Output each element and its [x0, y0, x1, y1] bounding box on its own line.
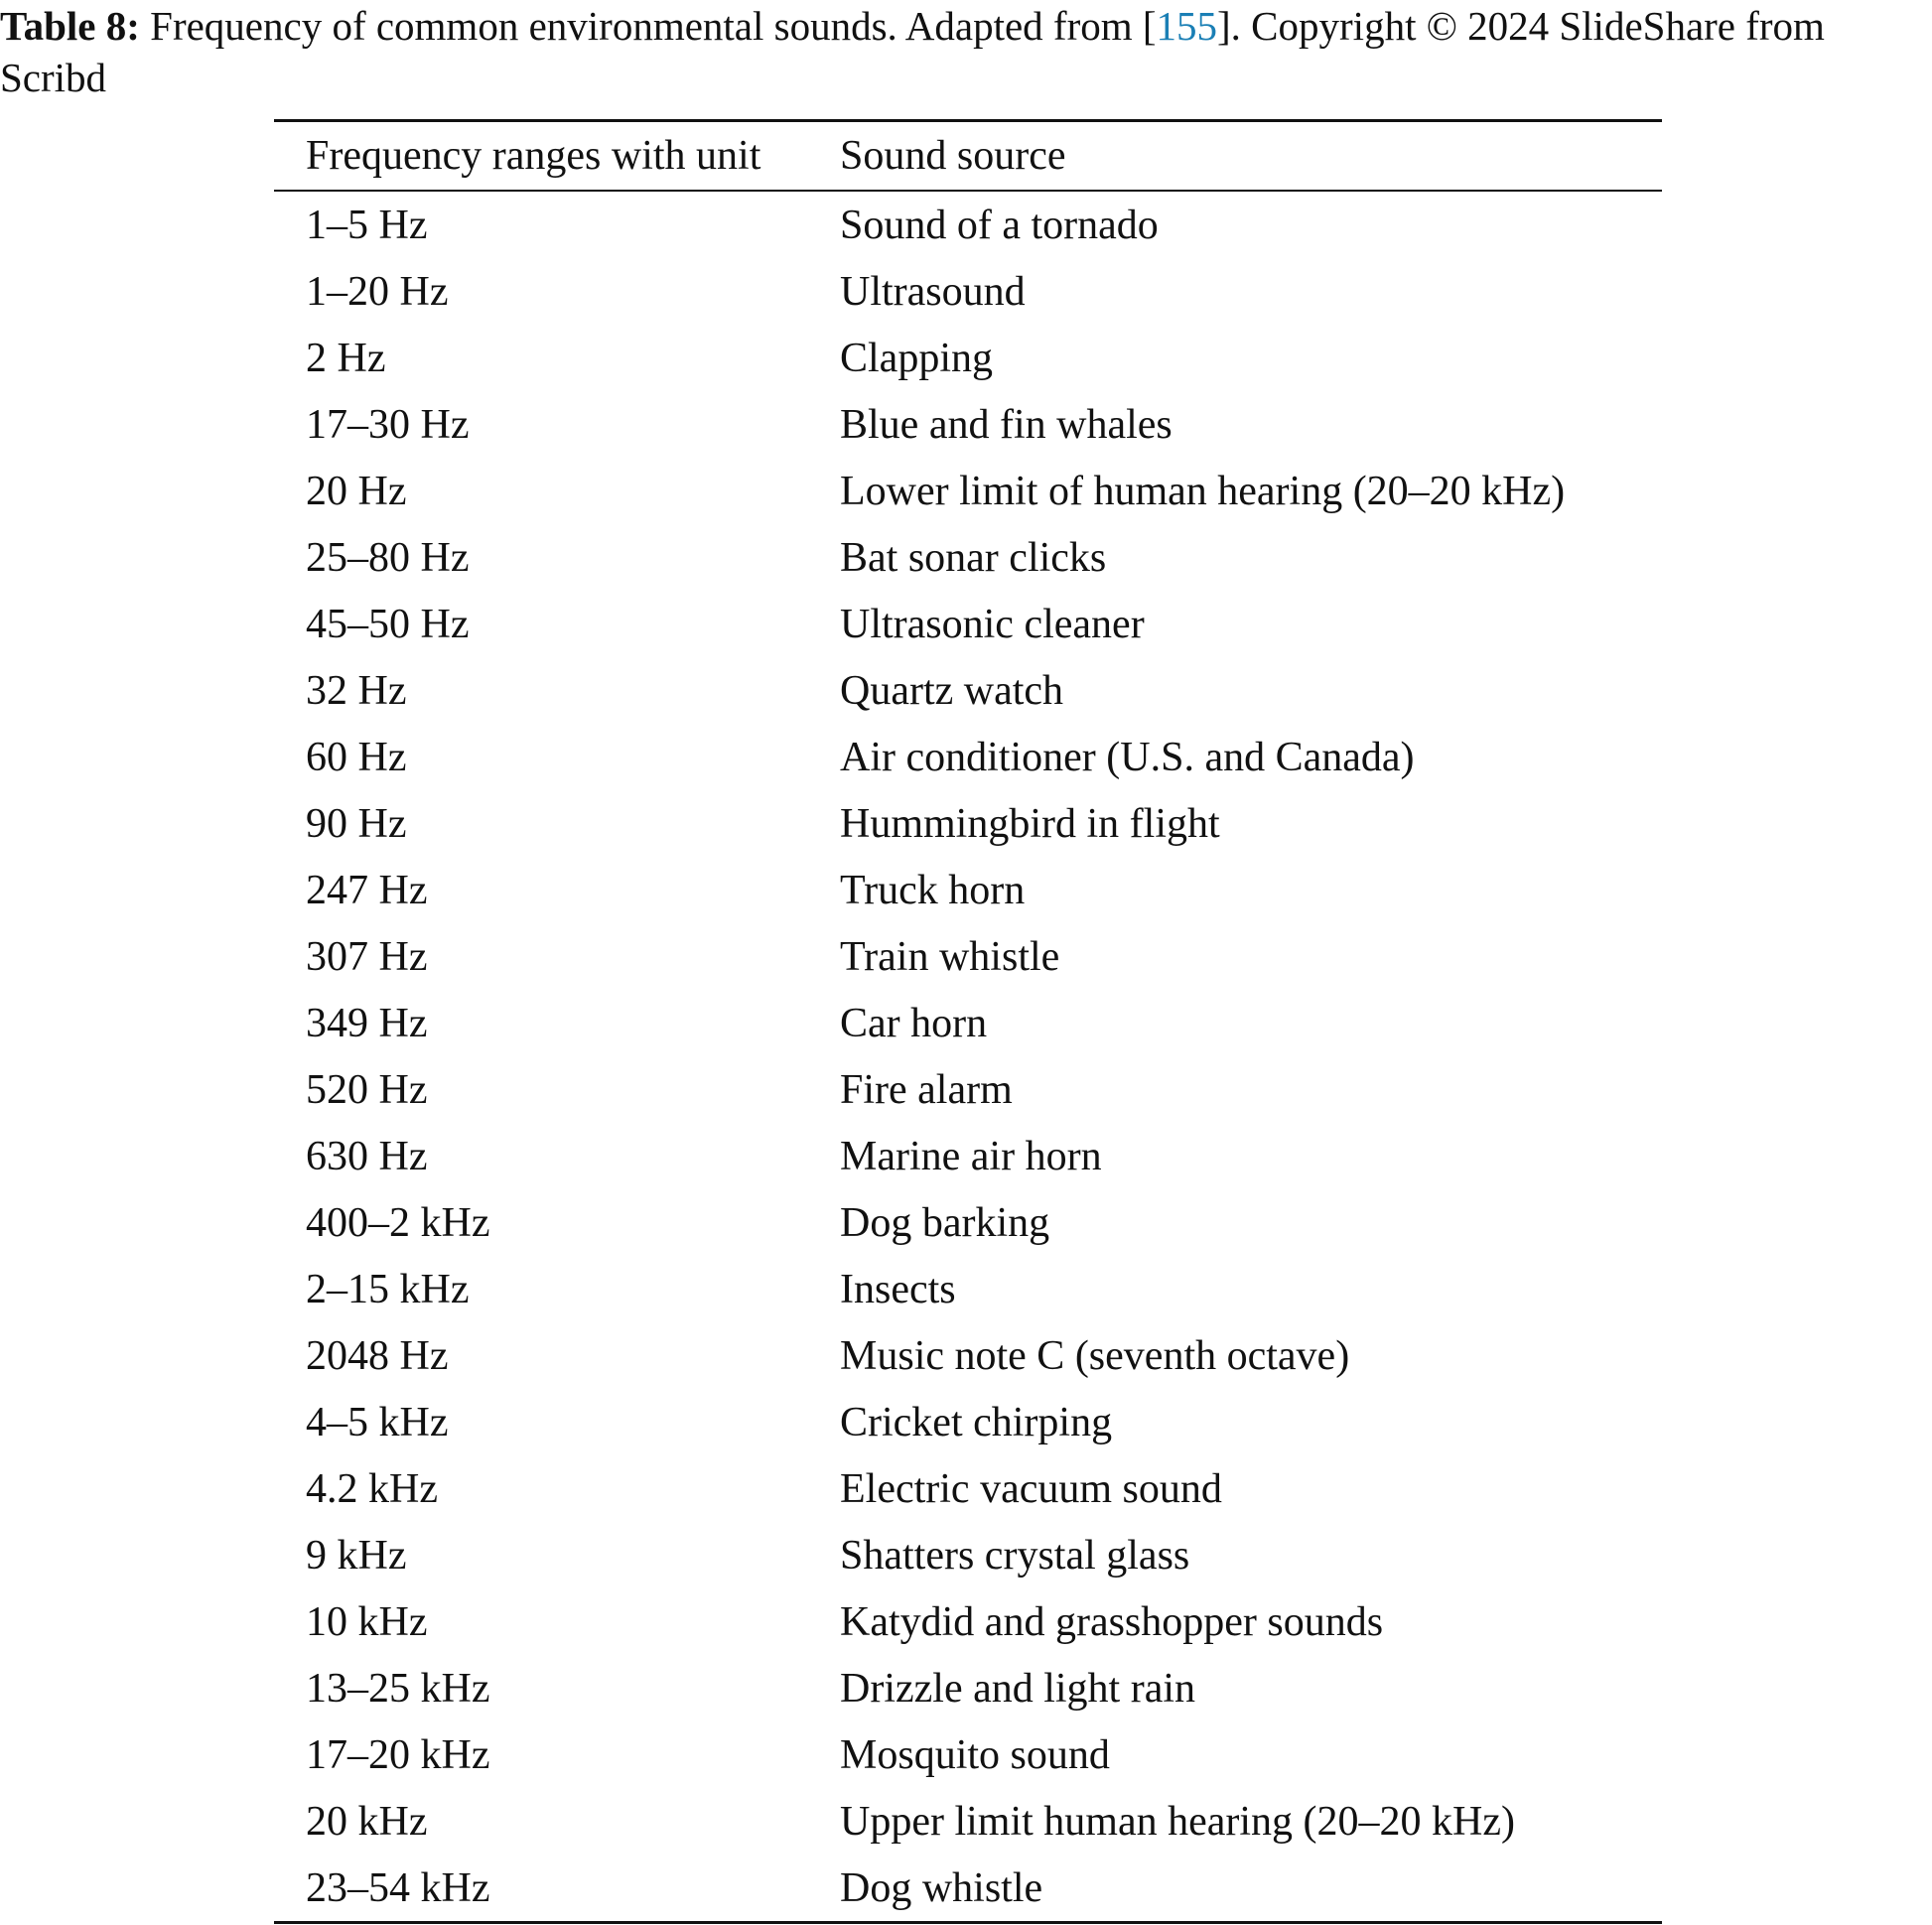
table-header-row: [274, 121, 1662, 192]
sound-source-cell: Hummingbird in flight: [840, 800, 1220, 847]
column-header-frequency: Frequency ranges with unit: [306, 133, 761, 179]
table-row: [274, 857, 1662, 923]
reference-link[interactable]: 155: [1156, 3, 1218, 49]
table-row: [274, 724, 1662, 790]
table-row: [274, 1855, 1662, 1923]
table-row: [274, 990, 1662, 1056]
frequency-cell: 2 Hz: [306, 335, 386, 381]
table-row: [274, 191, 1662, 258]
frequency-cell: 25–80 Hz: [306, 534, 470, 581]
table-row: [274, 258, 1662, 325]
sound-source-cell: Blue and fin whales: [840, 401, 1173, 448]
sound-source-cell: Music note C (seventh octave): [840, 1332, 1350, 1379]
frequency-cell: 349 Hz: [306, 1000, 428, 1046]
frequency-cell: 13–25 kHz: [306, 1665, 490, 1712]
frequency-cell: 630 Hz: [306, 1133, 428, 1179]
frequency-cell: 32 Hz: [306, 667, 407, 714]
frequency-table-container: [274, 119, 1662, 1924]
caption-text: Frequency of common environmental sounds. Adapted from [: [139, 3, 1157, 49]
frequency-cell: 1–20 Hz: [306, 268, 449, 315]
table-row: [274, 1588, 1662, 1655]
frequency-cell: 17–20 kHz: [306, 1731, 490, 1778]
frequency-cell: 307 Hz: [306, 933, 428, 980]
frequency-cell: 1–5 Hz: [306, 202, 428, 248]
table-row: [274, 1322, 1662, 1389]
sound-source-cell: Ultrasound: [840, 268, 1026, 315]
table-row: [274, 1056, 1662, 1123]
sound-source-cell: Upper limit human hearing (20–20 kHz): [840, 1798, 1515, 1845]
table-row: [274, 1655, 1662, 1721]
sound-source-cell: Dog barking: [840, 1199, 1050, 1246]
table-row: [274, 1189, 1662, 1256]
table-caption: [0, 0, 1932, 103]
frequency-cell: 4.2 kHz: [306, 1465, 438, 1512]
sound-source-cell: Clapping: [840, 335, 993, 381]
sound-source-cell: Mosquito sound: [840, 1731, 1110, 1778]
sound-source-cell: Air conditioner (U.S. and Canada): [840, 734, 1415, 780]
sound-source-cell: Car horn: [840, 1000, 988, 1046]
sound-source-cell: Electric vacuum sound: [840, 1465, 1222, 1512]
frequency-cell: 2048 Hz: [306, 1332, 449, 1379]
frequency-cell: 17–30 Hz: [306, 401, 470, 448]
sound-source-cell: Sound of a tornado: [840, 202, 1159, 248]
sound-source-cell: Quartz watch: [840, 667, 1064, 714]
table-row: [274, 790, 1662, 857]
sound-source-cell: Dog whistle: [840, 1864, 1043, 1911]
table-row: [274, 1389, 1662, 1455]
sound-source-cell: Katydid and grasshopper sounds: [840, 1598, 1384, 1645]
frequency-cell: 90 Hz: [306, 800, 407, 847]
table-row: [274, 657, 1662, 724]
frequency-cell: 20 kHz: [306, 1798, 428, 1845]
sound-source-cell: Marine air horn: [840, 1133, 1102, 1179]
sound-source-cell: Fire alarm: [840, 1066, 1013, 1113]
sound-source-cell: Train whistle: [840, 933, 1060, 980]
frequency-cell: 9 kHz: [306, 1532, 407, 1579]
table-row: [274, 325, 1662, 391]
table-row: [274, 1256, 1662, 1322]
sound-source-cell: Cricket chirping: [840, 1399, 1113, 1445]
column-header-source: Sound source: [840, 133, 1066, 179]
sound-source-cell: Drizzle and light rain: [840, 1665, 1196, 1712]
frequency-cell: 400–2 kHz: [306, 1199, 490, 1246]
frequency-cell: 60 Hz: [306, 734, 407, 780]
frequency-cell: 520 Hz: [306, 1066, 428, 1113]
table-row: [274, 1455, 1662, 1522]
table-row: [274, 1123, 1662, 1189]
frequency-cell: 4–5 kHz: [306, 1399, 449, 1445]
sound-source-cell: Lower limit of human hearing (20–20 kHz): [840, 468, 1566, 514]
sound-source-cell: Truck horn: [840, 867, 1026, 913]
caption-text-end: ]. Copyright © 2024 SlideShare from Scribd: [0, 3, 1825, 100]
caption-label: Table 8:: [0, 3, 140, 49]
frequency-cell: 23–54 kHz: [306, 1864, 490, 1911]
table-row: [274, 524, 1662, 591]
frequency-cell: 247 Hz: [306, 867, 428, 913]
table-row: [274, 923, 1662, 990]
table-row: [274, 1721, 1662, 1788]
table-row: [274, 458, 1662, 524]
table-row: [274, 1522, 1662, 1588]
table-row: [274, 1788, 1662, 1855]
table-row: [274, 591, 1662, 657]
frequency-cell: 2–15 kHz: [306, 1266, 470, 1312]
frequency-cell: 10 kHz: [306, 1598, 428, 1645]
table-row: [274, 391, 1662, 458]
sound-source-cell: Insects: [840, 1266, 956, 1312]
sound-source-cell: Bat sonar clicks: [840, 534, 1107, 581]
frequency-table: [274, 119, 1662, 1924]
frequency-cell: 45–50 Hz: [306, 601, 470, 647]
table-body: [274, 191, 1662, 1923]
sound-source-cell: Shatters crystal glass: [840, 1532, 1190, 1579]
sound-source-cell: Ultrasonic cleaner: [840, 601, 1145, 647]
frequency-cell: 20 Hz: [306, 468, 407, 514]
